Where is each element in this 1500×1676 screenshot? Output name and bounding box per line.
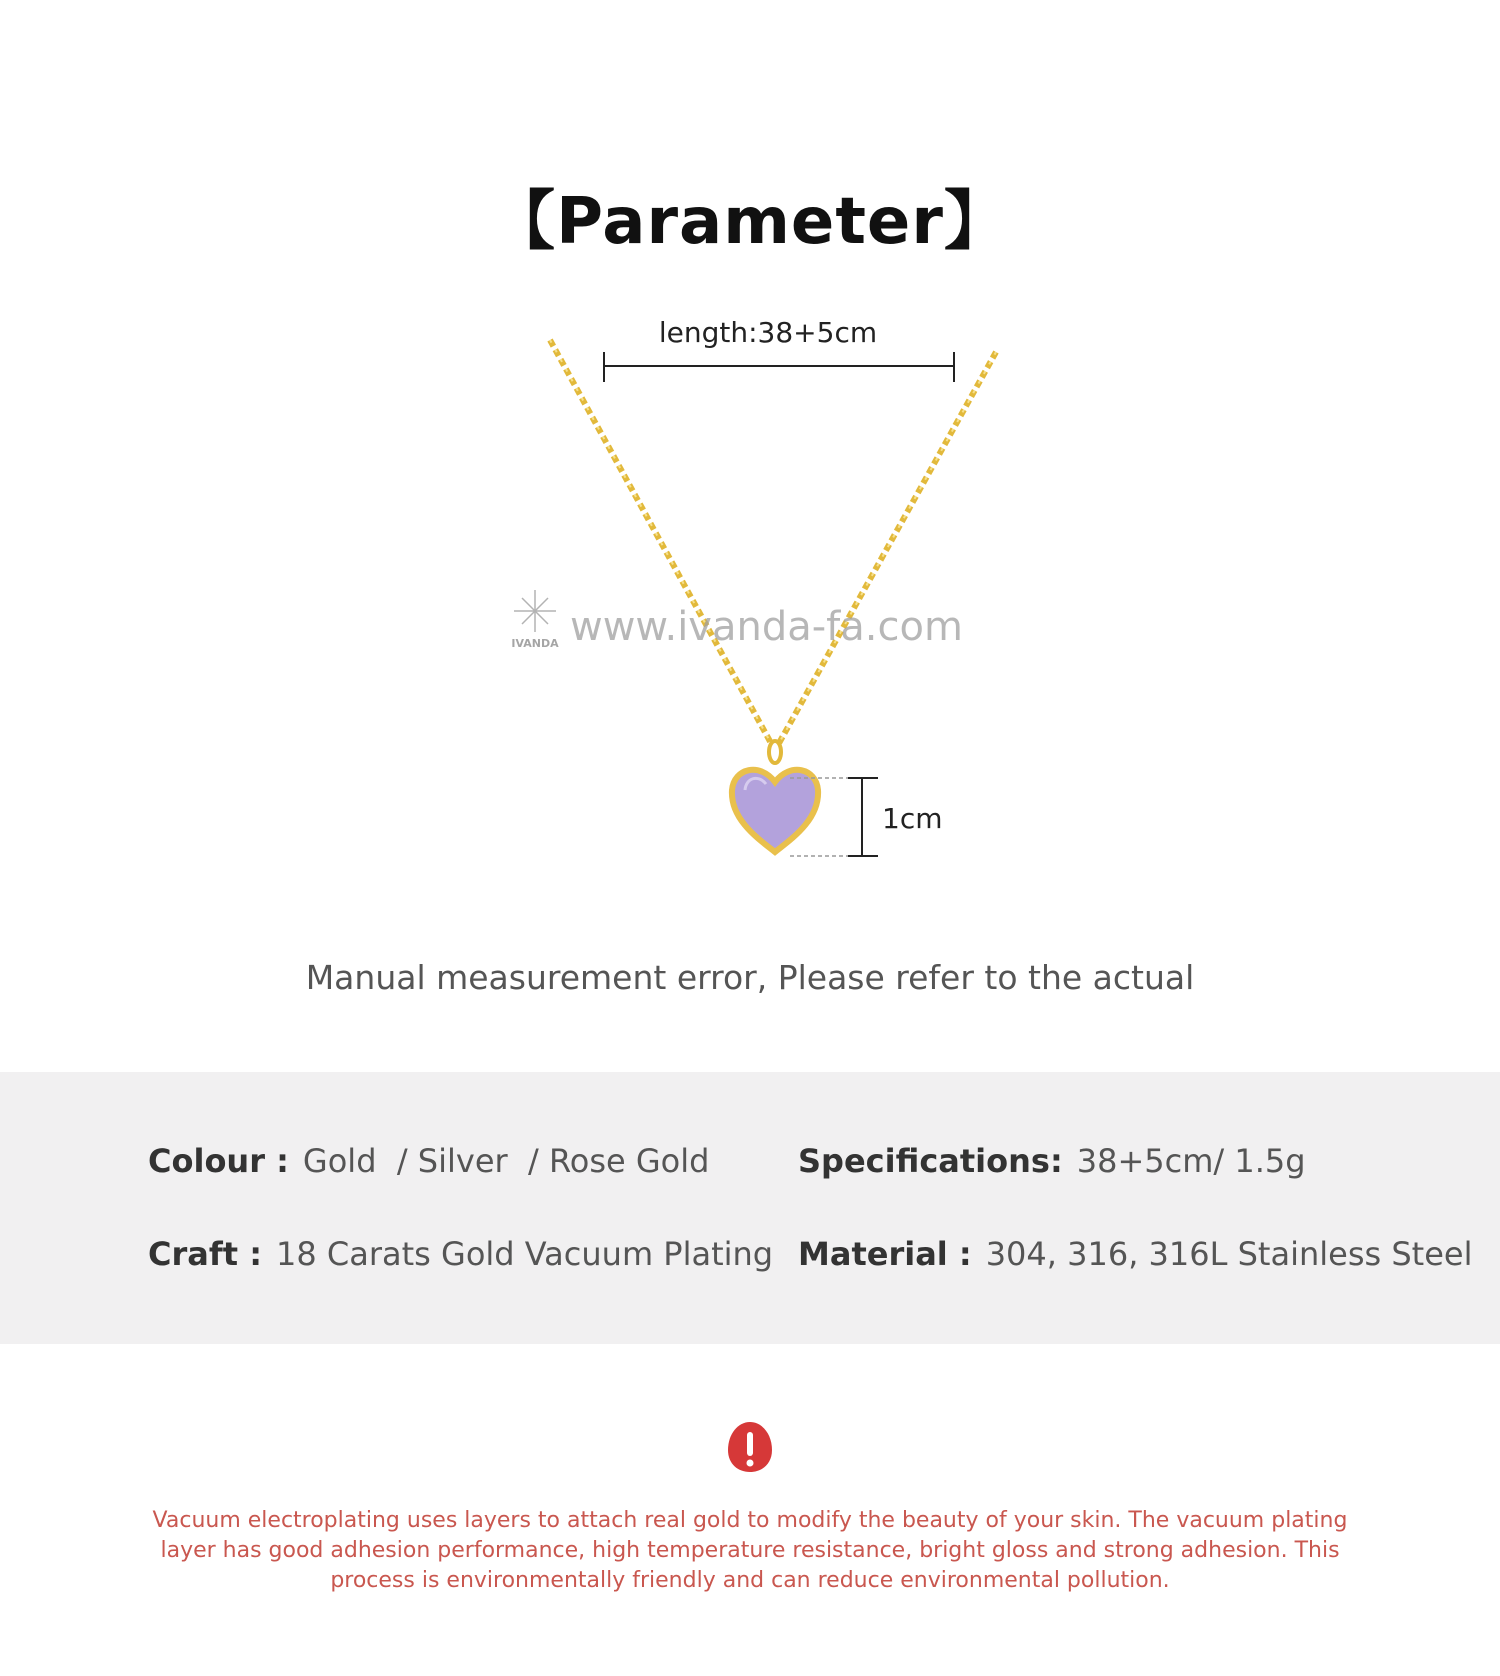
watermark-logo-text: IVANDA: [511, 637, 559, 650]
spec-specifications-value: 38+5cm/ 1.5g: [1076, 1142, 1306, 1180]
page-title: 【Parameter】: [491, 185, 1009, 259]
spec-material-value: 304, 316, 316L Stainless Steel: [985, 1235, 1473, 1273]
necklace-illustration: [0, 300, 1500, 900]
plating-notice: Vacuum electroplating uses layers to attach real gold to modify the beauty of your skin. The vacuum plating layer has good adhesion performance, high temperature resistance, bright gloss and strong adhesion. This process is environmentally friendly and can reduce environmental pollution.: [152, 1508, 1348, 1593]
spec-colour: [148, 1142, 709, 1180]
spec-craft-key: Craft :: [148, 1235, 263, 1273]
star-logo-icon: [514, 590, 556, 632]
heart-pendant: [732, 770, 818, 852]
spec-material: [798, 1235, 1472, 1273]
height-label: 1cm: [882, 802, 943, 835]
spec-specifications-key: Specifications:: [798, 1142, 1063, 1180]
spec-band: [0, 1072, 1500, 1344]
chain: [550, 340, 996, 763]
spec-specifications: [798, 1142, 1306, 1180]
spec-material-key: Material :: [798, 1235, 972, 1273]
length-label: length:38+5cm: [658, 316, 878, 349]
watermark-url: www.ivanda-fa.com: [570, 604, 963, 650]
alert-exclamation-icon: [726, 1420, 774, 1474]
watermark: [511, 590, 963, 650]
spec-craft-value: 18 Carats Gold Vacuum Plating: [276, 1235, 774, 1273]
spec-colour-value: Gold / Silver / Rose Gold: [302, 1142, 710, 1180]
measurement-note: Manual measurement error, Please refer to the actual: [305, 958, 1195, 997]
length-dimension-line: [604, 352, 954, 382]
spec-craft: [148, 1235, 773, 1273]
spec-colour-key: Colour :: [148, 1142, 289, 1180]
